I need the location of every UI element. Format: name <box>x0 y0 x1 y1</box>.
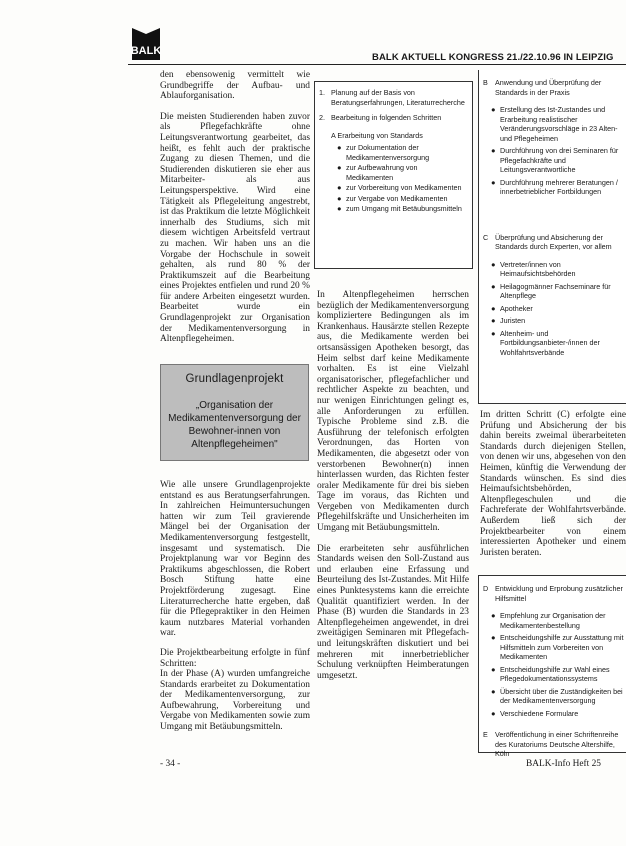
bullet-icon: ● <box>337 204 342 213</box>
list-item: ● Entscheidungshilfe zur Ausstattung mit Hilfsmitteln zum Vorbereiten von Medikamenten <box>491 633 624 661</box>
bullet-icon: ● <box>491 611 496 620</box>
bullet-icon: ● <box>337 143 342 152</box>
step-label: Bearbeitung in folgenden Schritten <box>331 113 442 122</box>
step-letter: E <box>483 730 488 739</box>
list-item: ● Erstellung des Ist-Zustandes und Erarbeitung realistischer Veränderungsvorschläge in 23 Alten- und Pflegeheimen <box>491 105 618 143</box>
step-d <box>483 584 623 603</box>
bullet-icon: ● <box>491 146 496 155</box>
list-item: ● Empfehlung zur Organisation der Medikamentenbestellung <box>491 611 606 630</box>
column-1-lower-text <box>160 480 310 742</box>
steps-box-a <box>314 81 473 269</box>
list-item: ● Entscheidungshilfe zur Wahl eines Pflegedokumentationssystems <box>491 664 610 683</box>
balk-logo-mark <box>126 24 166 64</box>
balk-logo <box>126 24 166 64</box>
steps-box-d-e <box>478 575 626 758</box>
bullet-icon: ● <box>337 193 342 203</box>
bullet-icon: ● <box>337 183 342 192</box>
list-item: ● zur Vergabe von Medikamenten <box>337 193 448 203</box>
list-item: ● zur Aufbewahrung von Medikamenten <box>337 163 418 182</box>
list-item: ● Durchführung von drei Seminaren für Pflegefachkräfte und Leitungsverantwortliche <box>491 146 619 174</box>
column-2-text <box>317 290 469 691</box>
steps-box-b-c <box>478 70 626 404</box>
paragraph: In Altenpflegeheimen herrschen bezüglich der Medikamentenversorgung kompliziertere Bedingungen als im Krankenhaus. Hausärzte stellen Rezepte aus, die Medikamente werden bei ortsansässigen Apotheken besorgt, das Heim selbst darf keine Medikamente vorhalten. Es ist eine Vielzahl organisatorischer, pflegefachlicher und rechtlicher Aspekte zu beachten, und nur wenigen Einrichtungen gelingt es, alle Anforderungen zu erfüllen. Typische Probleme sind z.B. die Ausführung der telefonisch erfolgten Verordnungen, das Horten von Medikamenten, die abgesetzt oder von verstorbenen Bewohner(n) innen hinterlassen wurden, das Richten fester oraler Medikamente für drei bis sieben Tage im voraus, das Richten und Vergeben von Medikamenten durch Pflegehilfskräfte und Unsicherheiten im Umgang mit Betäubungsmitteln. <box>317 290 469 534</box>
step-letter: B <box>483 78 488 87</box>
step-c-list <box>479 260 626 358</box>
list-item: ● Juristen <box>491 316 526 325</box>
step-b <box>483 78 623 97</box>
list-item: ● Heilagogmänner Fachseminare für Altenpflege <box>491 281 611 300</box>
step-label: Anwendung und Überprüfung der Standards in der Praxis <box>495 78 602 97</box>
column-3-text: Im dritten Schritt (C) erfolgte eine Prüfung und Absicherung der bis dahin bereits zweimal überarbeiteten Standards durch diejenigen Stellen, von denen wir uns, abgesehen von den Heimen, künftig die Verwendung der Standards wünschen. Es sind dies Heimaufsichtsbehörden, Altenpflegeschulen und die Fachreferate der Wohlfahrtsverbände. Außerdem ließ sich der Projektbearbeiter von einem interessierten Apotheker und einem Juristen beraten. <box>480 410 626 558</box>
list-item: ● zur Dokumentation der Medikamentenversorgung <box>337 143 430 162</box>
header-rule <box>128 64 626 65</box>
bullet-icon: ● <box>491 259 496 269</box>
bullet-icon: ● <box>491 177 496 187</box>
bullet-icon: ● <box>491 105 496 114</box>
paragraph: Die meisten Studierenden haben zuvor als Pflegefachkräfte ohne Leitungsverantwortung gearbeitet, das heißt, es fehlt auch der praktische Zugang zu diesen Themen, und die Studierenden diskutieren sie eher aus Mitarbeiter- als aus Leitungsperspektive. Wird eine Tätigkeit als Pflegeleitung angestrebt, ist das Praktikum die letzte Möglichkeit innerhalb des Studiums, sich mit diesem wichtigen Arbeitsfeld vertraut zu machen. Wir haben uns an die Vorgabe der Hochschule in soweit gehalten, als rund 80 % der Praktikumszeit auf die Bearbeitung eines Projektes entfielen und rund 20 % für andere Arbeiten eingesetzt wurden. Bearbeitet wurde ein Grundlagenprojekt zur Organisation der Medikamentenversorgung in Altenpflegeheimen. <box>160 111 310 345</box>
bullet-icon: ● <box>491 281 496 291</box>
bullet-icon: ● <box>491 316 496 325</box>
svg-text:BALK: BALK <box>130 45 162 57</box>
list-item: ● zur Vorbereitung von Medikamenten <box>337 183 462 192</box>
grundlagenprojekt-subtitle: „Organisation der Medikamentenversorgung der Bewohner-innen von Altenpflegeheimen" <box>168 400 301 450</box>
paragraph: In der Phase (A) wurden umfangreiche Standards erarbeitet zu Dokumentation der Medikamentenversorgung, zur Aufbewahrung, Vorbereitung und Vergabe von Medikamenten sowie zum Umgang mit Betäubungsmitteln. <box>160 669 310 733</box>
bullet-icon: ● <box>337 163 342 172</box>
step-letter: D <box>483 584 489 593</box>
paragraph: Die Projektbearbeitung erfolgte in fünf Schritten: <box>160 647 310 669</box>
list-item: ● Vertreter/innen von Heimaufsichtsbehörden <box>491 259 576 278</box>
step-number: 1. <box>319 88 325 97</box>
bullet-icon: ● <box>491 664 496 674</box>
list-item: ● Verschiedene Formulare <box>491 708 579 718</box>
grundlagenprojekt-box <box>160 364 309 461</box>
step-c <box>483 233 623 252</box>
paragraph: Wie alle unsere Grundlagenprojekte entstand es aus Beratungserfahrungen. In zahlreichen Heimuntersuchungen hatten wir zum Teil gravierende Mängel bei der Organisation der Medikamentenversorgung festgestellt, insgesamt und systematisch. Die Projektplanung war vor Beginn des Praktikums abgeschlossen, die Robert Bosch Stiftung hatte eine Projektförderung zugesagt. Eine Literaturrecherche hatte ergeben, daß für die Pflegepraktiker in den Heimen kaum nutzbares Material vorhanden war. <box>160 480 310 639</box>
bullet-icon: ● <box>491 328 496 338</box>
step-1 <box>319 88 466 107</box>
paragraph: Die erarbeiteten sehr ausführlichen Standards weisen den Soll-Zustand aus und erlauben eine Erfassung und Beurteilung des Ist-Zustandes. Mit Hilfe eines Punktesystems kann die erreichte Qualität quantifiziert werden. In der Phase (B) wurden die Standards in 23 Altenpflegeheimen angewendet, in drei zweitägigen Seminaren mit Pflegefach- und leitungskräften diskutiert und bei mehreren mit innerbetrieblicher Schulung verknüpften Heimberatungen umgesetzt. <box>317 543 469 681</box>
header-title: BALK AKTUELL KONGRESS 21./22.10.96 IN LEIPZIG <box>372 52 614 63</box>
step-c-section <box>479 233 626 358</box>
step-a-list <box>315 143 472 214</box>
list-item: ● Übersicht über die Zuständigkeiten bei der Medikamentenversorgung <box>491 686 623 705</box>
grundlagenprojekt-title: Grundlagenprojekt <box>185 373 284 385</box>
step-label: Veröffentlichung in einer Schriftenreihe des Kuratoriums Deutsche Altershilfe, Köln <box>495 730 619 758</box>
bullet-icon: ● <box>491 303 496 313</box>
step-a-heading: A Erarbeitung von Standards <box>331 130 423 140</box>
list-item: ● Apotheker <box>491 303 533 313</box>
page-number: - 34 - <box>160 759 181 769</box>
bullet-icon: ● <box>491 708 496 718</box>
step-2 <box>319 113 466 123</box>
journal-issue: BALK-Info Heft 25 <box>526 759 601 769</box>
list-item: ● Durchführung mehrerer Beratungen / innerbetrieblicher Fortbildungen <box>491 177 618 196</box>
step-number: 2. <box>319 113 325 122</box>
step-label: Entwicklung und Erprobung zusätzlicher Hilfsmittel <box>495 584 623 603</box>
bullet-icon: ● <box>491 686 496 696</box>
step-d-list <box>479 611 626 718</box>
list-item: ● zum Umgang mit Betäubungsmitteln <box>337 204 462 213</box>
paragraph: den ebensowenig vermittelt wie Grundbegriffe der Aufbau- und Ablauforganisation. <box>160 70 310 102</box>
step-e <box>483 730 623 759</box>
step-label: Planung auf der Basis von Beratungserfahrungen, Literaturrecherche <box>331 88 465 107</box>
step-label: Überprüfung und Absicherung der Standards durch Experten, vor allem <box>495 232 612 251</box>
list-item: ● Altenheim- und Fortbildungsanbieter-/innen der Wohlfahrtsverbände <box>491 328 600 357</box>
step-letter: C <box>483 232 489 242</box>
column-1-text <box>160 70 310 355</box>
step-b-list <box>479 105 626 197</box>
bullet-icon: ● <box>491 633 496 642</box>
